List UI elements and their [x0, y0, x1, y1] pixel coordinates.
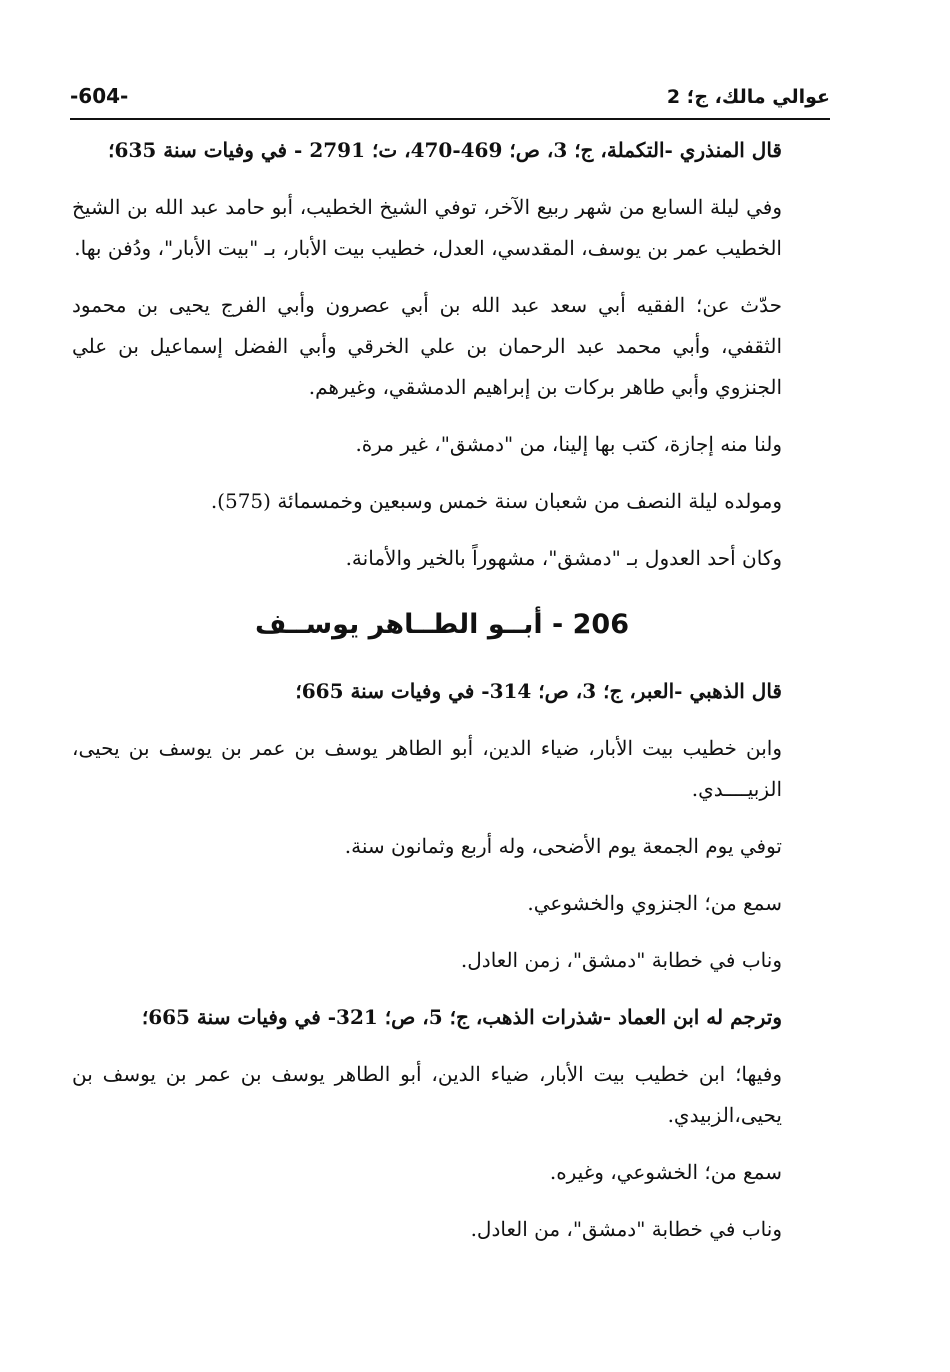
paragraph: وناب في خطابة "دمشق"، زمن العادل. [460, 948, 782, 972]
paragraph: وفي ليلة السابع من شهر ربيع الآخر، توفي الشيخ الخطيب، أبو حامد عبد الله بن الشيخ الخطيب عمر بن يوسف، المقدسي، العدل، خطيب بيت الأبار، بـ "بيت الأبار"، ودُفن بها. [72, 195, 782, 260]
paragraph: حدّث عن؛ الفقيه أبي سعد عبد الله بن أبي عصرون وأبي الفرج يحيى بن محمود الثقفي، وأبي محمد عبد الرحمان بن علي الخرقي وأبي الفضل إسماعيل بن علي الجنزوي وأبي طاهر بركات بن إبراهيم الدمشقي، وغيرهم. [72, 293, 782, 399]
paragraph: وفيها؛ ابن خطيب بيت الأبار، ضياء الدين، أبو الطاهر يوسف بن عمر بن يوسف بن يحيى،الزبيدي. [72, 1062, 782, 1127]
paragraph: ولنا منه إجازة، كتب بها إلينا، من "دمشق"، غير مرة. [355, 432, 782, 456]
book-title: عوالي مالك، ج؛ 2 [666, 86, 830, 108]
paragraph: سمع من؛ الخشوعي، وغيره. [549, 1160, 782, 1184]
source-citation: قال الذهبي -العبر، ج؛ 3، ص؛ 314- في وفيات سنة 665؛ [295, 679, 782, 703]
paragraph: ومولده ليلة النصف من شعبان سنة خمس وسبعين وخمسمائة (575). [210, 489, 782, 513]
paragraph: وكان أحد العدول بـ "دمشق"، مشهوراً بالخير والأمانة. [345, 546, 782, 570]
paragraph: توفي يوم الجمعة يوم الأضحى، وله أربع وثمانون سنة. [344, 834, 782, 858]
section-heading: 206 - أبــو الطــاهر يوســف [255, 609, 629, 640]
source-citation: قال المنذري -التكملة، ج؛ 3، ص؛ 469-470، ت؛ 2791 - في وفيات سنة 635؛ [108, 138, 782, 162]
paragraph: وناب في خطابة "دمشق"، من العادل. [470, 1217, 782, 1241]
page-body [72, 130, 812, 1266]
header-rule [70, 118, 830, 120]
source-citation: وترجم له ابن العماد -شذرات الذهب، ج؛ 5، ص؛ 321- في وفيات سنة 665؛ [141, 1005, 782, 1029]
page-number: -604- [70, 84, 129, 108]
paragraph: وابن خطيب بيت الأبار، ضياء الدين، أبو الطاهر يوسف بن عمر بن يوسف بن يحيى، الزبيــــدي. [72, 736, 782, 801]
paragraph: سمع من؛ الجنزوي والخشوعي. [527, 891, 782, 915]
running-header [70, 82, 830, 116]
